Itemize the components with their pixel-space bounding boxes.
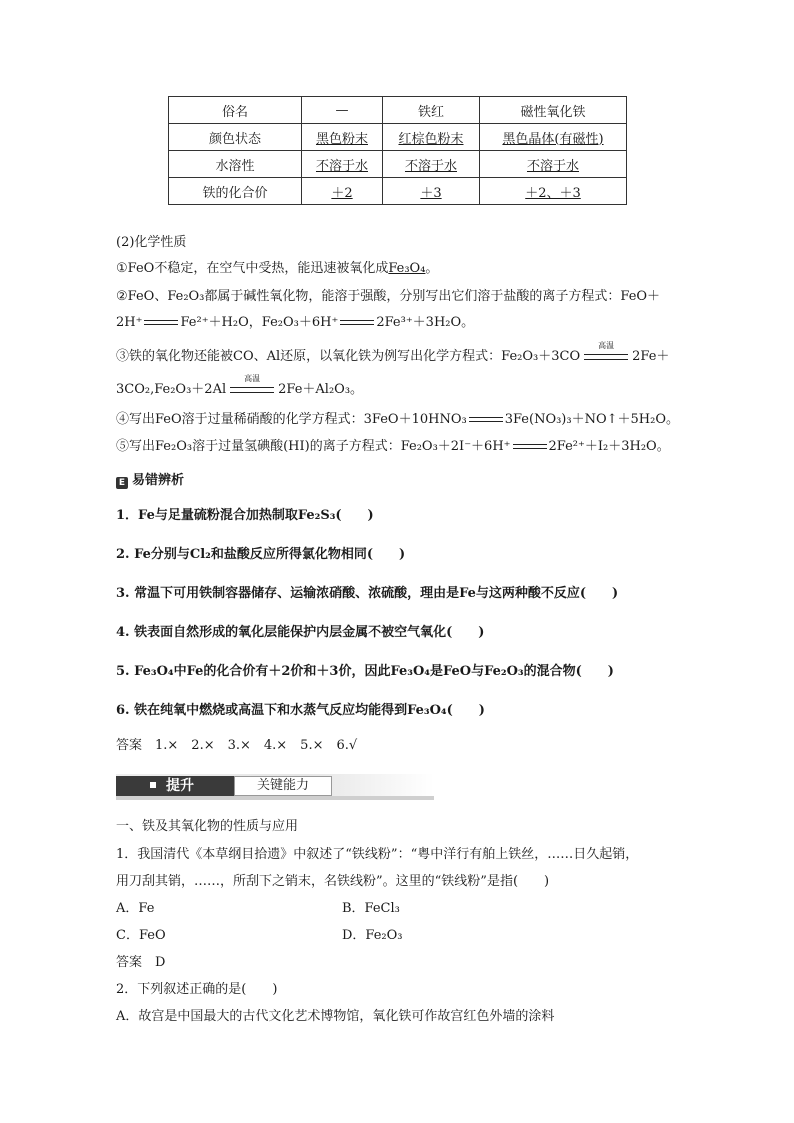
table-cell: ＋3 [383, 178, 480, 205]
table-cell: 黑色晶体(有磁性) [480, 124, 627, 151]
table-cell: 不溶于水 [480, 151, 627, 178]
table-cell: 红棕色粉末 [383, 124, 480, 151]
chem-text: 2Fe³⁺＋3H₂O。 [376, 315, 475, 330]
chem-text: 2H⁺ [116, 315, 143, 330]
chem-item-5 [116, 437, 670, 457]
option-c: C．FeO [116, 928, 166, 943]
chem-text: ①FeO不稳定，在空气中受热，能迅速被氧化成 [116, 261, 389, 276]
equals-sign [513, 444, 547, 449]
chem-text: ⑤写出Fe₂O₃溶于过量氢碘酸(HI)的离子方程式：Fe₂O₃＋2I⁻＋6H⁺ [116, 439, 511, 454]
chem-text: 2Fe＋Al₂O₃。 [278, 382, 364, 397]
table-row [169, 97, 627, 124]
chem-text: 。 [425, 261, 439, 276]
section-banner [116, 774, 434, 800]
error-item: 3. 常温下可用铁制容器储存、运输浓硝酸、浓硫酸，理由是Fe与这两种酸不反应( ) [116, 586, 619, 601]
table-cell: 黑色粉末 [302, 124, 383, 151]
table-cell: 磁性氧化铁 [480, 97, 627, 124]
table-row [169, 151, 627, 178]
chem-text: ②FeO、Fe₂O₃都属于碱性氧化物，能溶于强酸，分别写出它们溶于盐酸的离子方程式：FeO＋ [116, 289, 661, 304]
error-item: 1．Fe与足量硫粉混合加热制取Fe₂S₃( ) [116, 508, 374, 523]
chem-item-2 [116, 287, 660, 307]
equals-sign [340, 320, 374, 325]
high-temp-equals [230, 374, 274, 400]
condition-label: 高温 [598, 341, 615, 350]
chem-text: 3CO₂,Fe₂O₃＋2Al [116, 382, 227, 397]
error-item: 6. 铁在纯氧中燃烧或高温下和水蒸气反应均能得到Fe₃O₄( ) [116, 703, 485, 718]
chem-answer: Fe₃O₄ [388, 261, 426, 276]
equals-sign [144, 320, 178, 325]
option-a: A．Fe [116, 901, 155, 916]
section-tag-icon: E [116, 477, 128, 489]
chem-text: 3Fe(NO₃)₃＋NO↑＋5H₂O。 [504, 412, 679, 427]
error-answers: 答案 1.× 2.× 3.× 4.× 5.× 6.√ [116, 738, 358, 753]
chem-item-1 [116, 259, 438, 279]
error-section-title [116, 471, 184, 491]
table-cell: 不溶于水 [383, 151, 480, 178]
table-row [169, 124, 627, 151]
error-item: 5. Fe₃O₄中Fe的化合价有＋2价和＋3价，因此Fe₃O₄是FeO与Fe₂O₃的混合物( ) [116, 664, 614, 679]
chem-item-2-cont [116, 313, 474, 333]
banner-light-label: 关键能力 [234, 776, 332, 796]
condition-label: 高温 [244, 374, 261, 383]
question-1-answer: 答案 D [116, 955, 166, 970]
chem-item-3-cont [116, 374, 364, 400]
table-cell: ＋2 [302, 178, 383, 205]
high-temp-equals [584, 341, 628, 367]
section-title: 一、铁及其氧化物的性质与应用 [116, 819, 299, 834]
chem-text: ③铁的氧化物还能被CO、Al还原，以氧化铁为例写出化学方程式：Fe₂O₃＋3CO [116, 349, 581, 364]
chem-item-4 [116, 410, 679, 430]
chem-text: 2Fe²⁺＋I₂＋3H₂O。 [548, 439, 670, 454]
banner-dark [116, 776, 234, 796]
table-cell: — [302, 97, 383, 124]
equals-sign [469, 417, 503, 422]
table-cell: 颜色状态 [169, 124, 302, 151]
table-cell: 铁红 [383, 97, 480, 124]
section-title: 易错辨析 [132, 473, 185, 488]
option-b: B．FeCl₃ [342, 901, 400, 916]
banner-dark-label: 提升 [166, 778, 194, 794]
question-1-line-2: 用刀刮其销，……，所刮下之销末，名铁线粉”。这里的“铁线粉”是指( ) [116, 874, 550, 889]
chem-heading: (2)化学性质 [116, 235, 187, 250]
table-cell: 不溶于水 [302, 151, 383, 178]
iron-oxide-property-table [168, 96, 627, 205]
chem-text: Fe²⁺＋H₂O，Fe₂O₃＋6H⁺ [180, 315, 339, 330]
square-icon [150, 782, 156, 788]
option-d: D．Fe₂O₃ [342, 928, 403, 943]
question-2: 2．下列叙述正确的是( ) [116, 982, 278, 997]
table-cell: 俗名 [169, 97, 302, 124]
error-item: 2. Fe分别与Cl₂和盐酸反应所得氯化物相同( ) [116, 547, 406, 562]
table-cell: 铁的化合价 [169, 178, 302, 205]
table-row [169, 178, 627, 205]
chem-text: 2Fe＋ [632, 349, 670, 364]
table-cell: 水溶性 [169, 151, 302, 178]
banner-shadow [116, 796, 434, 800]
table-cell: ＋2、＋3 [480, 178, 627, 205]
question-1-line-1: 1．我国清代《本草纲目拾遗》中叙述了“铁线粉”：“粤中洋行有舶上铁丝，……日久起销， [116, 847, 639, 862]
chem-item-3 [116, 341, 670, 367]
chem-text: ④写出FeO溶于过量稀硝酸的化学方程式：3FeO＋10HNO₃ [116, 412, 467, 427]
error-item: 4. 铁表面自然形成的氧化层能保护内层金属不被空气氧化( ) [116, 625, 485, 640]
question-2-option-a: A．故宫是中国最大的古代文化艺术博物馆，氧化铁可作故宫红色外墙的涂料 [116, 1009, 555, 1024]
